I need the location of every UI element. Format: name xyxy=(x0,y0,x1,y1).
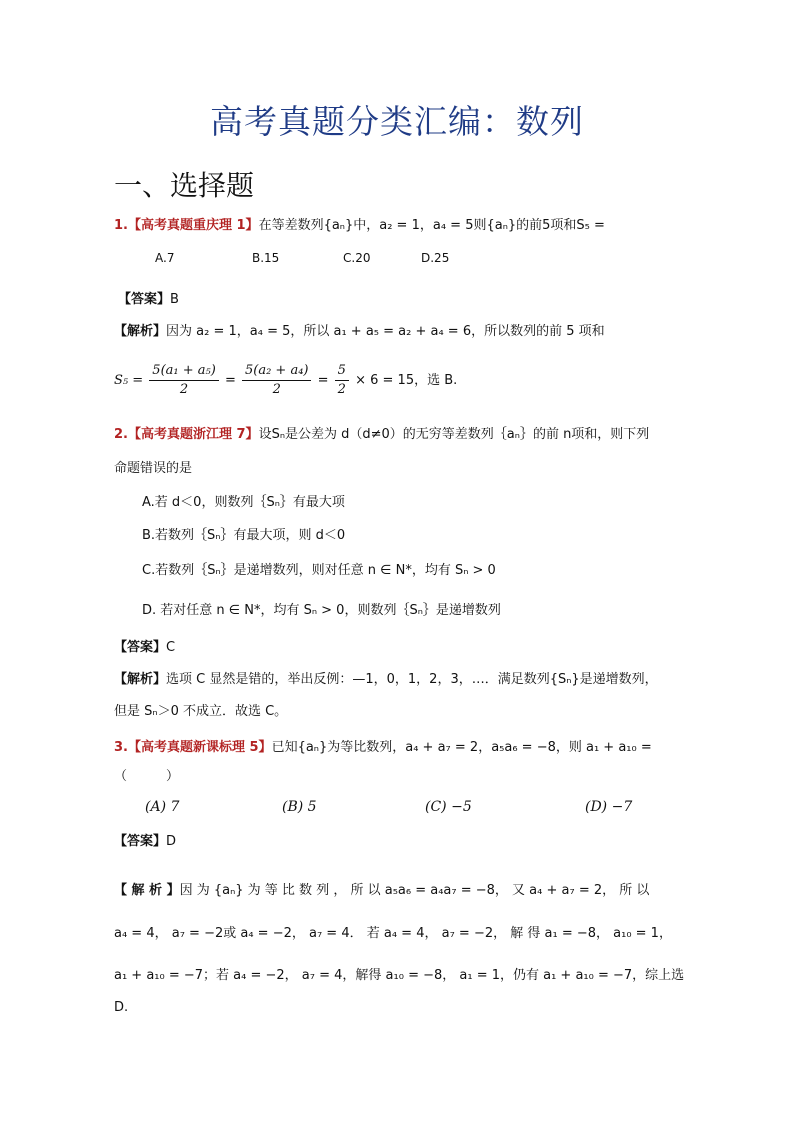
q1-fraction-2-denominator: 2 xyxy=(272,382,281,397)
q1-number: 1. xyxy=(114,218,128,233)
q1-answer: B xyxy=(170,292,179,307)
q2-stem-line-1 xyxy=(114,425,649,445)
q3-source-tag: 【高考真题新课标理 5】 xyxy=(127,740,272,755)
q1-stem: 在等差数列{aₙ}中，a₂ = 1，a₄ = 5则{aₙ}的前5项和S₅ = xyxy=(258,218,605,233)
q1-answer-line xyxy=(118,290,179,310)
q1-stem-line xyxy=(114,216,605,236)
q2-source-tag: 【高考真题浙江理 7】 xyxy=(127,427,259,442)
q3-answer-blank: （ ） xyxy=(114,769,180,784)
q2-answer: C xyxy=(166,640,176,655)
q2-number: 2. xyxy=(114,427,128,442)
q2-option-d: D. 若对任意 n ∈ N*，均有 Sₙ > 0，则数列｛Sₙ｝是递增数列 xyxy=(142,603,501,618)
q1-fraction-2-numerator: 5(a₂ + a₄) xyxy=(242,362,312,381)
q3-analysis-line-2: a₄ = 4， a₇ = −2或 a₄ = −2， a₇ = 4． 若 a₄ = 4， a₇ = −2， 解 得 a₁ = −8， a₁₀ = 1， xyxy=(114,926,672,941)
q3-analysis-text-1: 因 为 {aₙ} 为 等 比 数 列 ， 所 以 a₅a₆ = a₄a₇ = −8， 又 a₄ + a₇ = 2， 所 以 xyxy=(179,883,650,898)
section-heading: 一、选择题 xyxy=(114,169,255,202)
q1-fraction-3 xyxy=(335,362,349,399)
q2-analysis-line-1 xyxy=(114,670,658,690)
q1-analysis-text-1: 因为 a₂ = 1，a₄ = 5，所以 a₁ + a₅ = a₂ + a₄ = 6，所以数列的前 5 项和 xyxy=(166,324,605,339)
q2-analysis-label: 【解析】 xyxy=(114,672,167,687)
q2-analysis-line-2: 但是 Sₙ＞0 不成立．故选 C。 xyxy=(114,704,288,719)
q3-answer: D xyxy=(166,834,177,849)
q3-analysis-line-3: a₁ + a₁₀ = −7；若 a₄ = −2， a₇ = 4，解得 a₁₀ = −8， a₁ = 1，仍有 a₁ + a₁₀ = −7，综上选 xyxy=(114,968,685,983)
q3-answer-label: 【答案】 xyxy=(114,834,167,849)
q2-analysis-text-1: 选项 C 显然是错的，举出反例：—1，0，1，2，3，…．满足数列{Sₙ}是递增数列， xyxy=(166,672,658,687)
q1-analysis-line-1 xyxy=(114,322,605,342)
q3-stem-line xyxy=(114,738,652,758)
q1-fraction-3-denominator: 2 xyxy=(337,382,346,397)
q3-analysis-line-1 xyxy=(114,881,649,901)
q1-analysis-label: 【解析】 xyxy=(114,324,167,339)
q1-option-b: B.15 xyxy=(252,251,280,265)
q1-analysis-formula xyxy=(114,362,457,399)
q1-equals-1: = xyxy=(224,373,236,388)
q2-stem-1: 设Sₙ是公差为 d（d≠0）的无穷等差数列｛aₙ｝的前 n项和，则下列 xyxy=(258,427,650,442)
q2-option-c: C.若数列｛Sₙ｝是递增数列，则对任意 n ∈ N*，均有 Sₙ > 0 xyxy=(142,563,496,578)
q2-option-b: B.若数列｛Sₙ｝有最大项，则 d＜0 xyxy=(142,528,346,543)
q2-option-a: A.若 d＜0，则数列｛Sₙ｝有最大项 xyxy=(142,495,345,510)
q1-formula-lhs: S₅ = xyxy=(114,373,144,388)
q3-answer-line xyxy=(114,832,176,852)
q3-number: 3. xyxy=(114,740,128,755)
q3-option-a: (A) 7 xyxy=(145,799,180,815)
q1-fraction-3-numerator: 5 xyxy=(335,362,349,381)
q3-option-d: (D) −7 xyxy=(585,799,633,815)
q1-answer-label: 【答案】 xyxy=(118,292,171,307)
q1-option-d: D.25 xyxy=(421,251,450,265)
q1-fraction-1-numerator: 5(a₁ + a₅) xyxy=(149,362,219,381)
q3-analysis-label: 【 解 析 】 xyxy=(114,883,180,898)
q3-option-b: (B) 5 xyxy=(282,799,317,815)
q2-stem-line-2: 命题错误的是 xyxy=(114,461,193,476)
q1-fraction-1-denominator: 2 xyxy=(179,382,189,397)
q1-option-a: A.7 xyxy=(155,251,175,265)
q1-equals-2: = xyxy=(317,373,329,388)
q1-source-tag: 【高考真题重庆理 1】 xyxy=(127,218,259,233)
q2-answer-line xyxy=(114,638,175,658)
q1-fraction-1 xyxy=(149,362,219,399)
q1-option-c: C.20 xyxy=(343,251,371,265)
q1-formula-tail: × 6 = 15，选 B. xyxy=(355,373,458,388)
q3-analysis-line-4: D. xyxy=(114,1000,129,1015)
q2-answer-label: 【答案】 xyxy=(114,640,167,655)
q1-fraction-2 xyxy=(242,362,312,399)
q3-option-c: (C) −5 xyxy=(425,799,472,815)
document-title: 高考真题分类汇编：数列 xyxy=(210,102,584,141)
q3-stem: 已知{aₙ}为等比数列，a₄ + a₇ = 2，a₅a₆ = −8，则 a₁ + a₁₀ = xyxy=(271,740,652,755)
